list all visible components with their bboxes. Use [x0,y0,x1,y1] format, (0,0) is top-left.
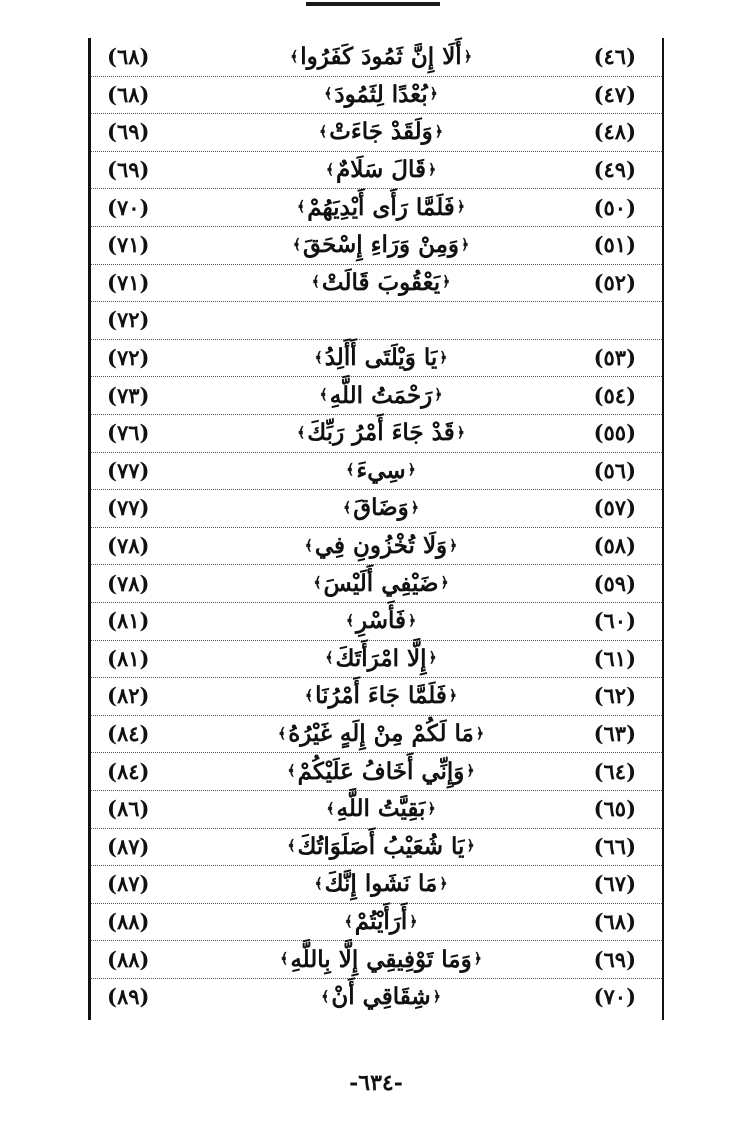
verse-number: (٦٨) [593,909,636,935]
quran-phrase [241,527,521,565]
page-reference: (٧٠) [107,194,150,220]
table-row [91,376,662,415]
phrase-text: يَا شُعَيْبُ أَصَلَوَاتُكَ [297,832,465,860]
page-reference: (٧١) [107,269,150,295]
ornate-bracket-open-icon: ﴿ [473,951,482,968]
ornate-bracket-open-icon: ﴿ [466,763,475,780]
phrase-text: وَمَا تَوْفِيقِي إِلَّا بِاللَّهِ [290,945,472,973]
verse-number: (٤٩) [593,157,636,183]
verse-number: (٤٧) [593,81,636,107]
table-row [91,489,662,528]
ornate-bracket-open-icon: ﴿ [429,86,438,103]
ornate-bracket-close-icon: ﴾ [321,988,330,1005]
table-row [91,452,662,491]
phrase-text: يَعْقُوبَ قَالَتْ [321,268,441,296]
phrase-text: إِلَّا امْرَأَتَكَ [335,644,427,672]
quran-phrase [241,188,521,226]
table-row [91,602,662,641]
quran-phrase [241,602,521,640]
page-reference: (٧٧) [107,495,150,521]
phrase-text: وَإِنِّي أَخَافُ عَلَيْكُمْ [297,757,465,785]
ornate-bracket-open-icon: ﴿ [427,800,436,817]
table-row [91,828,662,867]
quran-phrase [241,414,521,452]
page-reference: (٧٨) [107,533,150,559]
table-row [91,790,662,829]
ornate-bracket-close-icon: ﴾ [292,236,301,253]
quran-phrase [241,715,521,753]
table-right-border [662,38,664,1020]
quran-phrase [241,978,521,1016]
verse-number: (٦٩) [593,946,636,972]
phrase-text: فَأَسْرِ [356,607,406,635]
phrase-text: يَا وَيْلَتَى أَأَلِدُ [324,344,438,372]
ornate-bracket-close-icon: ﴾ [297,199,306,216]
ornate-bracket-close-icon: ﴾ [344,913,353,930]
verse-number: (٦٥) [593,796,636,822]
ornate-bracket-open-icon: ﴿ [461,236,470,253]
ornate-bracket-open-icon: ﴿ [448,687,458,704]
quran-phrase [241,76,521,114]
phrase-text: بُعْدًا لِثَمُودَ [334,80,428,108]
phrase-text: ضَيْفِي أَلَيْسَ [323,569,439,597]
ornate-bracket-open-icon: ﴿ [456,199,466,216]
ornate-bracket-close-icon: ﴾ [287,838,296,855]
phrase-text: وَضَاقَ [353,494,409,522]
ornate-bracket-close-icon: ﴾ [280,951,289,968]
table-row [91,113,662,152]
quran-phrase [241,376,521,414]
quran-phrase [241,940,521,978]
table-row [91,264,662,303]
ornate-bracket-close-icon: ﴾ [325,161,335,178]
phrase-text: رَحْمَتُ اللَّهِ [329,381,433,409]
quran-phrase [241,452,521,490]
phrase-text: مَا نَشَوا إِنَّكَ [324,870,438,898]
quran-phrase [241,790,521,828]
ornate-bracket-open-icon: ﴿ [409,913,418,930]
quran-phrase [241,264,521,302]
page-reference: (٨٧) [107,833,150,859]
ornate-bracket-close-icon: ﴾ [346,462,355,479]
table-row [91,940,662,979]
ornate-bracket-close-icon: ﴾ [326,800,335,817]
phrase-text: قَالَ سَلَامٌ [336,156,426,184]
table-row [91,527,662,566]
ornate-bracket-open-icon: ﴿ [439,349,448,366]
ornate-bracket-close-icon: ﴾ [304,687,314,704]
page-reference: (٨١) [107,645,150,671]
quran-phrase [241,752,521,790]
page-reference: (٨٧) [107,871,150,897]
ornate-bracket-open-icon: ﴿ [439,875,448,892]
verse-number: (٦٦) [593,833,636,859]
verse-number: (٦٣) [593,721,636,747]
verse-number: (٦١) [593,645,636,671]
page-number: -٦٣٤- [349,1070,403,1096]
ornate-bracket-close-icon: ﴾ [287,763,296,780]
page-reference: (٦٩) [107,119,150,145]
ornate-bracket-open-icon: ﴿ [434,123,443,140]
page-reference: (٧٦) [107,420,150,446]
index-table [88,38,664,1020]
verse-number: (٥٢) [593,269,636,295]
ornate-bracket-open-icon: ﴿ [449,537,458,554]
ornate-bracket-open-icon: ﴿ [442,274,451,291]
ornate-bracket-close-icon: ﴾ [343,499,352,516]
verse-number: (٥١) [593,232,636,258]
table-row [91,339,662,378]
quran-phrase [241,640,521,678]
quran-phrase [241,38,521,76]
verse-number: (٥٥) [593,420,636,446]
table-row [91,414,662,453]
page-reference: (٧٢) [107,345,150,371]
ornate-bracket-close-icon: ﴾ [345,612,355,629]
ornate-bracket-close-icon: ﴾ [297,424,306,441]
table-row [91,752,662,791]
ornate-bracket-open-icon: ﴿ [427,161,437,178]
quran-phrase [241,489,521,527]
page-reference: (٦٨) [107,81,150,107]
table-row [91,640,662,679]
table-row [91,978,662,1016]
ornate-bracket-close-icon: ﴾ [319,123,328,140]
quran-phrase [241,151,521,189]
ornate-bracket-open-icon: ﴿ [407,462,416,479]
quran-phrase [241,339,521,377]
verse-number: (٥٩) [593,570,636,596]
page-reference: (٧١) [107,232,150,258]
ornate-bracket-close-icon: ﴾ [313,575,322,592]
page-reference: (٨٦) [107,796,150,822]
verse-number: (٧٠) [593,984,636,1010]
page-reference: (٧٨) [107,570,150,596]
quran-phrase [241,903,521,941]
quran-phrase [241,564,521,602]
table-row [91,903,662,942]
ornate-bracket-open-icon: ﴿ [475,725,485,742]
table-row [91,564,662,603]
page-reference: (٨٤) [107,758,150,784]
ornate-bracket-close-icon: ﴾ [314,349,323,366]
ornate-bracket-close-icon: ﴾ [277,725,287,742]
phrase-text: أَرَأَيْتُمْ [354,908,408,936]
ornate-bracket-open-icon: ﴿ [440,575,449,592]
verse-number: (٦٠) [593,608,636,634]
ornate-bracket-close-icon: ﴾ [304,537,313,554]
ornate-bracket-open-icon: ﴿ [456,424,465,441]
phrase-text: فَلَمَّا رَأَى أَيْدِيَهُمْ [307,193,455,221]
quran-phrase [241,677,521,715]
quran-phrase [241,301,521,339]
ornate-bracket-close-icon: ﴾ [324,86,333,103]
ornate-bracket-open-icon: ﴿ [410,499,419,516]
verse-number: (٦٧) [593,871,636,897]
phrase-text: سِيءَ [356,456,406,484]
page-reference: (٨٤) [107,721,150,747]
verse-number: (٦٢) [593,683,636,709]
ornate-bracket-close-icon: ﴾ [314,875,323,892]
verse-number: (٥٦) [593,457,636,483]
page-reference: (٨٩) [107,984,150,1010]
quran-phrase [241,828,521,866]
page-reference: (٨٢) [107,683,150,709]
verse-number: (٦٤) [593,758,636,784]
table-row [91,301,662,340]
phrase-text: فَلَمَّا جَاءَ أَمْرُنَا [315,682,447,710]
verse-number: (٥٧) [593,495,636,521]
ornate-bracket-open-icon: ﴿ [434,387,443,404]
phrase-text: بَقِيَّتُ اللَّهِ [336,795,426,823]
verse-number: (٥٠) [593,194,636,220]
ornate-bracket-open-icon: ﴿ [428,650,437,667]
verse-number: (٥٣) [593,345,636,371]
table-row [91,865,662,904]
table-row [91,677,662,716]
ornate-bracket-close-icon: ﴾ [319,387,328,404]
ornate-bracket-open-icon: ﴿ [432,988,441,1005]
phrase-text: وَلَقَدْ جَاءَتْ [329,118,433,146]
page-reference: (٨٨) [107,946,150,972]
page-reference: (٧٧) [107,457,150,483]
verse-number: (٥٨) [593,533,636,559]
table-row [91,715,662,754]
table-row [91,151,662,190]
page-reference: (٦٨) [107,44,150,70]
phrase-text: وَمِنْ وَرَاءِ إِسْحَقَ [302,231,460,259]
quran-phrase [241,113,521,151]
page-reference: (٨٨) [107,909,150,935]
page-reference: (٨١) [107,608,150,634]
table-row [91,38,662,77]
quran-phrase [241,226,521,264]
phrase-text: شِقَاقِي أَنْ [331,983,431,1011]
ornate-bracket-close-icon: ﴾ [290,48,299,65]
page-reference: (٦٩) [107,157,150,183]
ornate-bracket-close-icon: ﴾ [325,650,334,667]
table-row [91,76,662,115]
quran-phrase [241,865,521,903]
phrase-text: مَا لَكُمْ مِنْ إِلَهٍ غَيْرُهُ [288,720,474,748]
ornate-bracket-open-icon: ﴿ [407,612,417,629]
verse-number: (٥٤) [593,382,636,408]
ornate-bracket-close-icon: ﴾ [311,274,320,291]
ornate-bracket-open-icon: ﴿ [463,48,472,65]
verse-number: (٤٨) [593,119,636,145]
phrase-text: قَدْ جَاءَ أَمْرُ رَبِّكَ [307,419,455,447]
top-rule [306,2,440,6]
phrase-text: أَلَا إِنَّ ثَمُودَ كَفَرُوا [300,43,462,71]
table-row [91,226,662,265]
page-reference: (٧٢) [107,307,150,333]
ornate-bracket-open-icon: ﴿ [466,838,475,855]
table-row [91,188,662,227]
verse-number: (٤٦) [593,44,636,70]
phrase-text: وَلَا تُخْزُونِ فِي [314,532,448,560]
page-reference: (٧٣) [107,382,150,408]
